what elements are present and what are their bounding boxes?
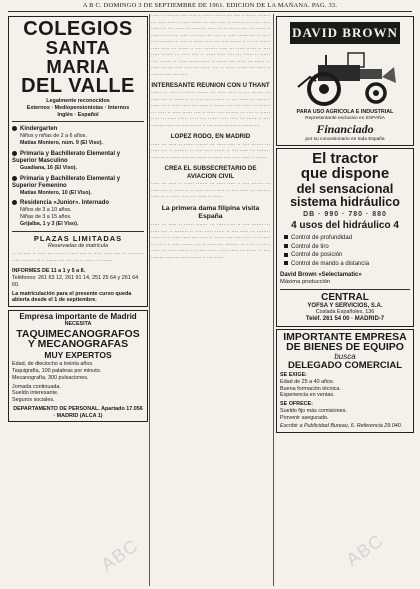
news-headline: CREA EL SUBSECRETARIO DE AVIACION CIVIL [164, 165, 257, 180]
watermark: ABC [342, 530, 387, 570]
ofrece-list [280, 408, 410, 422]
square-bullet-icon [284, 244, 288, 248]
list-item: Buena formación técnica. [280, 385, 341, 392]
list-item: Sueldo fijo más comisiones. [280, 407, 347, 414]
colegios-title-line: COLEGIOS [23, 18, 133, 40]
colegios-section [12, 126, 144, 147]
david-brown-caption: PARA USO AGRICOLA E INDUSTRIAL [296, 109, 394, 115]
section-line: Matías Montero, núm. 9 (El Viso). [20, 140, 103, 147]
list-item-label: Control de mando a distancia [291, 261, 370, 268]
news-body: ····· ··· ····· ·· ······ ······· ··· ····· ····· ·· ···· ······· ··· ····· ···· ·· ········ ·· ····· ····· ······ ·· ···· ····· ··· ········ ····· ··· ·· ····· ····· ··· ······ ·· ······ [151, 182, 270, 201]
colegios-title-line: DEL VALLE [21, 75, 135, 97]
watermark: ABC [97, 535, 142, 575]
empresa-role: Y MECANOGRAFAS [27, 338, 129, 351]
divider [280, 289, 410, 290]
news-body: ····· ··· ····· ·· ······ ······· ··· ····· ····· ·· ···· ······· ··· ····· ···· ·· ········ ·· ····· ····· ······ ·· ···· ····· ··· ········ ····· ··· ·· ····· ····· ··· ······ ·· ······ ···· ····· ····· ·· ······· [151, 142, 270, 161]
list-item: Porvenir asegurado. [280, 414, 329, 421]
list-item [284, 260, 410, 269]
dealer-address: Coslada Españoles, 136 [315, 309, 375, 316]
column-right [276, 14, 414, 586]
list-item: Experiencia en ventas. [280, 392, 335, 399]
list-item-label: Control de profundidad [291, 234, 353, 241]
news-body: ····· ··· ····· ·· ······ ······· ··· ····· ····· ·· ···· ······· ··· ····· ···· ·· ········ ·· ····· ····· ······ ·· ···· ····· ··· ········ ····· ··· ·· ····· ····· ··· ······ ·· ······ ···· ····· ····· ·· ······· ··· ····· ·· ····· ······ ···· ·· ····· ···· ········ ··· ···· ·· ······ ····· ··· ····· ······ ·· ·· ···· ······ ····· ····· ··· ······ ·· ···· ········ ····· ··· ····· ······ ·· ···· ····· [151, 223, 270, 261]
colegios-legal: Legalmente reconocidos [46, 98, 110, 104]
running-head: A B C. DOMINGO 3 DE SEPTIEMBRE DE 1961. EDICION DE LA MAÑANA. PAG. 33. [8, 2, 412, 12]
column-rule [273, 14, 274, 586]
exige-label: SE EXIGE: [280, 372, 307, 379]
list-item-label: Control de tiro [291, 243, 329, 250]
empresa-necesita: NECESITA [64, 321, 92, 328]
section-line: Niños de 3 a 10 años. [20, 207, 72, 214]
tractor-headline: El tractor [312, 149, 378, 167]
section-title: Primaria y Bachillerato Elemental y Superior Femenino [12, 175, 121, 189]
colegios-ad [8, 16, 148, 307]
section-title: Primaria y Bachillerato Elemental y Superior Masculino [12, 151, 121, 164]
usos-heading: 4 usos del hidráulico 4 [291, 219, 399, 231]
dealer-sub: YOFSA Y SERVICIOS, S.A. [307, 303, 383, 310]
colegios-section [12, 151, 144, 172]
colegios-title-line: SANTA MARIA [45, 37, 111, 77]
filler-text: ·· ··· ···· ·· ····· ··· ···· ·· ······ ···· ·· ····· ····· ···· ·· ······ ··· ····· ·· ····· ··· ·· ······ ···· ····· ·· ·· ····· ··· ······· [12, 252, 144, 264]
list-item: Mecanografía, 300 pulsaciones. [12, 374, 89, 381]
matricula-note: La matriculación para el presente curso queda abierta desde el 1 de septiembre. [12, 290, 132, 304]
list-item: Sueldo interesante. [12, 390, 59, 397]
tractor-headline: del sensacional [296, 181, 394, 197]
empresa-ad [8, 310, 148, 422]
colegios-section [12, 176, 144, 197]
bullet-icon [12, 200, 17, 205]
financing-label: Financiado [316, 121, 374, 136]
tractor-illustration-icon [290, 47, 400, 107]
tractor-headline: que dispone [300, 165, 390, 183]
news-body: ····· ·· ········ ···· ····· ·· ····· ······· ··· ···· ·· ······ ······· ··· ····· ····· ·· ···· ······· ··· ····· ···· ·· ········ ·· ····· ····· ······ ·· ···· ····· ··· ········ ····· ··· ·· ····· ····· ··· ······ ·· ······ ···· ····· ····· ·· ······· ··· ····· ·· ····· ······ ···· ·· ····· ···· ········ ··· ···· ·· ······ ····· ··· ····· ······ ·· ·· ···· ······ ····· ····· ··· ······ ·· ···· ········ ····· ··· ····· ······ ·· ···· ····· ······· ··· ····· ···· ·· ······ ····· ···· ··· ······ ·· ······ ···· ······· ·· ····· ······ ····· ·· ······ ···· ····· ··· ······ ·· ····· ······· ····· ··· ····· ······ ···· ·· ······ ······ ···· ····· ·· ······· ····· ··· ····· [151, 14, 270, 78]
info-phones: Teléfonos: 261 63 12, 261 91 14, 251 25 64 y 261 64 60. [12, 275, 139, 288]
exige-list [280, 379, 410, 399]
tractor-tagline: David Brown «Selectamatic» [280, 271, 362, 278]
square-bullet-icon [284, 261, 288, 265]
plazas-limitadas: PLAZAS LIMITADAS [33, 234, 123, 244]
bullet-icon [12, 126, 17, 131]
list-item-label: Control de posición [291, 252, 343, 259]
list-item: Edad de 25 a 40 años. [280, 378, 335, 385]
bullet-icon [12, 176, 17, 181]
ofrece-label: SE OFRECE: [280, 401, 313, 408]
square-bullet-icon [284, 235, 288, 239]
financing-sub: por su concesionario en toda España [305, 136, 385, 142]
colegios-title [12, 19, 144, 96]
bienes-title: DE BIENES DE EQUIPO [286, 341, 404, 354]
bienes-title: IMPORTANTE EMPRESA [283, 330, 407, 343]
news-headline: LOPEZ RODO, EN MADRID [170, 133, 251, 141]
section-line: Grijalba, 1 y 3 (El Viso). [20, 221, 79, 228]
list-item: Taquigrafía, 100 palabras por minuto. [12, 368, 102, 375]
list-item: Jornada continuada. [12, 383, 61, 390]
dealer-name: CENTRAL [321, 292, 369, 304]
bienes-busca: busca [334, 351, 356, 361]
list-item [284, 251, 410, 260]
plazas-sub: Reservadas de matrícula [48, 242, 108, 249]
divider [12, 231, 144, 232]
usos-list [280, 234, 410, 269]
column-rule [149, 14, 150, 586]
bullet-icon [12, 151, 17, 156]
section-title: Kindergarten [20, 126, 58, 133]
section-line: Niñas de 3 a 15 años. [20, 214, 72, 221]
empresa-contact: DEPARTAMENTO DE PERSONAL. Apartado 17.056 · MADRID (ALCA 1) [13, 405, 143, 419]
david-brown-logo: DAVID BROWN [290, 22, 400, 44]
news-body: ······ ··· ····· ·· ······ ······· ··· ····· ····· ·· ···· ······· ··· ····· ···· ·· ········ ·· ····· ····· ······ ·· ···· ····· ··· ········ ····· ··· ·· ····· ····· ··· ······ ·· ······ ···· ····· ····· ·· ······· ··· ····· ·· ····· ······ ···· ·· ····· ···· ········ ··· ···· ·· ······ ····· ··· ····· ······ ·· ·· ···· ······ ····· ····· ··· ······ ·· ···· ········ ····· ··· ····· ······ ·· ···· ····· ······· ··· ····· ···· [151, 91, 270, 129]
bienes-contact: Escribir a Publicidad Bureau, 6. Referencia 29.040. [280, 423, 403, 430]
david-brown-caption-sub: Representante exclusivo en ESPAÑA [305, 115, 385, 121]
section-line: Niños y niñas de 2 a 6 años. [20, 133, 87, 140]
list-item [284, 243, 410, 252]
section-line: Guadiana, 16 (El Viso). [20, 164, 78, 171]
list-item [284, 234, 410, 243]
tractor-models: DB · 990 · 780 · 880 [303, 210, 387, 218]
bienes-ad [276, 329, 414, 434]
news-headline: INTERESANTE REUNION CON U THANT [151, 82, 270, 89]
empresa-title: Empresa importante de Madrid [19, 312, 137, 322]
tractor-tagline-2: Máxima producción [280, 279, 331, 286]
column-left [8, 14, 148, 586]
dealer-phone: Teléf. 261 54 00 · MADRID-7 [305, 316, 385, 323]
tractor-headline: sistema hidráulico [290, 194, 400, 209]
divider [12, 121, 144, 122]
list-item: Edad, de dieciocho a treinta años. [12, 361, 94, 368]
colegios-langs: Inglés · Español [57, 111, 99, 118]
info-title: INFORMES DE 11 a 1 y 5 a 8. [12, 268, 86, 275]
tractor-ad [276, 148, 414, 327]
ofrece-list [12, 384, 144, 404]
colegios-types: Externos · Mediopensionistas · Internos [26, 104, 130, 111]
section-line: Matías Montero, 10 (El Viso). [20, 189, 92, 196]
column-middle [151, 14, 270, 586]
section-title: Residencia «Junior». Internado [20, 200, 110, 207]
empresa-role: TAQUIMECANOGRAFOS [16, 327, 140, 340]
colegios-section [12, 200, 144, 228]
news-headline: La primera dama filipina visita España [161, 204, 260, 220]
empresa-expert: MUY EXPERTOS [44, 349, 112, 360]
square-bullet-icon [284, 253, 288, 257]
list-item: Seguros sociales. [12, 397, 55, 404]
requisitos-list [12, 361, 144, 381]
bienes-role: DELEGADO COMERCIAL [288, 359, 402, 371]
david-brown-ad [276, 16, 414, 146]
